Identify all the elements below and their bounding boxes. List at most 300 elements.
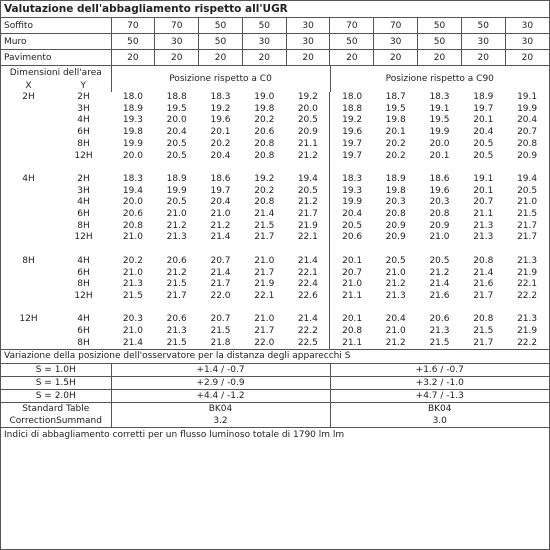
ugr-c0-value: 19.8 xyxy=(254,103,275,114)
ugr-c0-value: 21.2 xyxy=(210,220,231,231)
area-y-value: 12H xyxy=(74,150,93,161)
ugr-c0-value: 21.4 xyxy=(254,209,275,220)
ugr-row xyxy=(1,268,549,280)
ugr-row xyxy=(1,174,549,186)
reflectance-label: Pavimento xyxy=(1,50,111,66)
ugr-c0-value: 21.2 xyxy=(286,151,330,163)
ugr-row xyxy=(1,279,549,291)
area-header xyxy=(1,66,549,92)
ugr-c90-value: 20.4 xyxy=(517,115,538,126)
variation-c90: +4.7 / -1.3 xyxy=(330,390,549,403)
ugr-c0-value: 22.5 xyxy=(286,338,330,350)
standard-table-label: Standard Table xyxy=(1,403,111,415)
ugr-c90-value: 20.1 xyxy=(473,185,494,196)
ugr-c0-value: 21.0 xyxy=(166,209,187,220)
ugr-c0-value: 21.5 xyxy=(122,290,143,301)
ugr-c90-value: 20.1 xyxy=(385,127,406,138)
ugr-c90-value: 20.6 xyxy=(342,232,363,243)
ugr-c90-value: 20.9 xyxy=(385,232,406,243)
ugr-c90-value: 22.2 xyxy=(505,338,549,350)
ugr-c90-value: 20.1 xyxy=(429,150,450,161)
ugr-c0-value: 21.9 xyxy=(286,221,330,233)
ugr-c0-value: 21.3 xyxy=(166,326,187,337)
ugr-c0-value: 22.6 xyxy=(286,291,330,303)
ugr-c90-value: 18.7 xyxy=(385,92,406,102)
ugr-c90-value: 21.5 xyxy=(517,209,538,220)
ugr-row xyxy=(1,186,549,198)
ugr-c90-value: 19.7 xyxy=(473,103,494,114)
ugr-c90-value: 19.8 xyxy=(385,115,406,126)
correction-summand-c0: 3.2 xyxy=(111,415,330,428)
ugr-c90-value: 20.4 xyxy=(385,314,406,325)
ugr-c0-value: 18.0 xyxy=(122,92,143,102)
ugr-c90-value: 20.5 xyxy=(429,255,450,266)
ugr-c90-value: 20.8 xyxy=(473,314,494,325)
area-x-value: 12H xyxy=(19,314,38,325)
ugr-row xyxy=(1,291,549,303)
ugr-c0-value: 21.5 xyxy=(155,338,199,350)
position-c90-label: Posizione rispetto a C90 xyxy=(385,74,494,84)
ugr-c90-value: 19.7 xyxy=(342,138,363,149)
ugr-c0-value: 21.7 xyxy=(166,290,187,301)
ugr-c90-value: 20.8 xyxy=(385,209,406,220)
ugr-c90-value: 19.1 xyxy=(517,92,538,102)
reflectance-value: 50 xyxy=(330,34,374,50)
spacing-label: S = 1.5H xyxy=(1,377,111,390)
ugr-c0-value: 21.0 xyxy=(122,232,143,243)
ugr-c90-value: 20.8 xyxy=(473,255,494,266)
position-c0-label: Posizione rispetto a C0 xyxy=(111,66,330,92)
ugr-c90-value: 20.5 xyxy=(517,185,538,196)
ugr-c90-value: 21.3 xyxy=(385,290,406,301)
ugr-c0-value: 20.5 xyxy=(286,186,330,198)
ugr-c0-value: 22.1 xyxy=(254,290,275,301)
sheet-title: Valutazione dell'abbagliamento rispetto all'UGR xyxy=(1,1,549,18)
ugr-c0-value: 19.2 xyxy=(254,173,275,184)
ugr-c90-value: 20.1 xyxy=(342,314,363,325)
ugr-c0-value: 21.0 xyxy=(122,267,143,278)
standard-table xyxy=(1,403,549,428)
reflectance-value: 50 xyxy=(242,18,286,34)
ugr-c0-value: 19.0 xyxy=(254,92,275,102)
correction-summand-label: CorrectionSummand xyxy=(1,415,111,428)
area-y-value: 8H xyxy=(56,338,111,350)
ugr-values-table xyxy=(1,92,549,350)
area-dimensions-label: Dimensioni dell'area xyxy=(9,67,102,78)
ugr-c90-value: 19.8 xyxy=(385,185,406,196)
ugr-c90-value: 21.4 xyxy=(473,267,494,278)
ugr-c0-value: 21.7 xyxy=(254,326,275,337)
ugr-c0-value: 21.4 xyxy=(210,267,231,278)
ugr-c90-value: 19.6 xyxy=(342,127,363,138)
ugr-c0-value: 20.3 xyxy=(122,314,143,325)
variation-c0: +1.4 / -0.7 xyxy=(111,364,330,377)
ugr-row xyxy=(1,104,549,116)
ugr-c90-value: 20.1 xyxy=(473,115,494,126)
reflectance-value: 20 xyxy=(505,50,549,66)
ugr-row xyxy=(1,314,549,326)
ugr-c0-value: 20.6 xyxy=(166,255,187,266)
reflectance-value: 30 xyxy=(286,34,330,50)
ugr-c0-value: 19.6 xyxy=(210,115,231,126)
reflectance-row xyxy=(1,34,549,50)
variation-c0: +4.4 / -1.2 xyxy=(111,390,330,403)
ugr-c90-value: 20.3 xyxy=(429,197,450,208)
ugr-c90-value: 20.9 xyxy=(517,150,538,161)
ugr-c0-value: 18.9 xyxy=(122,103,143,114)
ugr-c0-value: 20.6 xyxy=(254,127,275,138)
reflectance-value: 20 xyxy=(330,50,374,66)
ugr-c0-value: 20.4 xyxy=(210,150,231,161)
ugr-c0-value: 20.4 xyxy=(210,197,231,208)
ugr-c90-value: 19.6 xyxy=(429,185,450,196)
ugr-c90-value: 18.0 xyxy=(342,92,363,102)
ugr-row xyxy=(1,151,549,163)
reflectance-value: 30 xyxy=(505,34,549,50)
ugr-row xyxy=(1,232,549,244)
ugr-row xyxy=(1,197,549,209)
ugr-c0-value: 21.2 xyxy=(286,197,330,209)
ugr-c90-value: 18.8 xyxy=(342,103,363,114)
ugr-c90-value: 19.4 xyxy=(517,173,538,184)
reflectance-row xyxy=(1,18,549,34)
ugr-c90-value: 19.5 xyxy=(429,115,450,126)
ugr-c90-value: 21.7 xyxy=(517,220,538,231)
reflectance-value: 30 xyxy=(461,34,505,50)
ugr-c0-value: 21.2 xyxy=(166,220,187,231)
ugr-c90-value: 18.9 xyxy=(473,92,494,102)
ugr-c0-value: 19.9 xyxy=(166,185,187,196)
ugr-c0-value: 22.1 xyxy=(286,232,330,244)
reflectance-value: 50 xyxy=(461,18,505,34)
ugr-c0-value: 21.7 xyxy=(210,279,231,290)
ugr-c0-value: 21.9 xyxy=(254,279,275,290)
reflectance-label: Soffito xyxy=(1,18,111,34)
area-y-value: 8H xyxy=(77,279,90,290)
y-label: Y xyxy=(80,80,86,91)
area-y-value: 8H xyxy=(77,138,90,149)
ugr-c90-value: 20.9 xyxy=(429,220,450,231)
ugr-c0-value: 20.6 xyxy=(122,209,143,220)
ugr-c0-value: 20.5 xyxy=(166,138,187,149)
ugr-c90-value: 18.3 xyxy=(429,92,450,102)
ugr-c0-value: 20.7 xyxy=(210,255,231,266)
ugr-c90-value: 21.9 xyxy=(517,267,538,278)
variation-c0: +2.9 / -0.9 xyxy=(111,377,330,390)
ugr-c0-value: 21.4 xyxy=(286,256,330,268)
ugr-row xyxy=(1,92,549,104)
ugr-c90-value: 20.0 xyxy=(429,138,450,149)
ugr-c0-value: 20.5 xyxy=(286,115,330,127)
ugr-c90-value: 21.3 xyxy=(429,326,450,337)
ugr-c90-value: 20.5 xyxy=(473,138,494,149)
ugr-c90-value: 20.8 xyxy=(517,138,538,149)
reflectance-value: 30 xyxy=(374,34,418,50)
ugr-row xyxy=(1,221,549,233)
reflectance-value: 50 xyxy=(111,34,155,50)
ugr-c0-value: 21.3 xyxy=(166,232,187,243)
ugr-c90-value: 21.0 xyxy=(517,197,538,208)
ugr-c0-value: 22.0 xyxy=(210,290,231,301)
variation-row xyxy=(1,390,549,403)
variation-title: Variazione della posizione dell'osservatore per la distanza degli apparecchi S xyxy=(1,350,549,364)
ugr-c90-value: 20.5 xyxy=(342,220,363,231)
ugr-c0-value: 21.3 xyxy=(122,279,143,290)
ugr-c0-value: 22.4 xyxy=(286,279,330,291)
ugr-c90-value: 21.3 xyxy=(473,232,494,243)
ugr-c0-value: 21.7 xyxy=(286,209,330,221)
area-y-value: 2H xyxy=(77,92,90,102)
area-x-value: 8H xyxy=(22,255,35,266)
area-y-value: 6H xyxy=(77,267,90,278)
ugr-c90-value: 21.4 xyxy=(429,279,450,290)
ugr-c0-value: 20.0 xyxy=(286,104,330,116)
reflectance-value: 20 xyxy=(111,50,155,66)
ugr-c90-value: 18.6 xyxy=(429,173,450,184)
ugr-c90-value: 21.7 xyxy=(473,290,494,301)
area-y-value: 6H xyxy=(77,127,90,138)
reflectance-value: 70 xyxy=(155,18,199,34)
ugr-c0-value: 20.0 xyxy=(122,150,143,161)
ugr-c90-value: 19.3 xyxy=(342,185,363,196)
ugr-c0-value: 21.0 xyxy=(122,326,143,337)
ugr-c90-value: 20.7 xyxy=(473,197,494,208)
ugr-c0-value: 19.3 xyxy=(122,115,143,126)
ugr-c0-value: 21.1 xyxy=(286,139,330,151)
area-y-value: 4H xyxy=(77,115,90,126)
reflectance-value: 70 xyxy=(330,18,374,34)
reflectance-value: 30 xyxy=(242,34,286,50)
ugr-c90-value: 20.7 xyxy=(517,127,538,138)
ugr-c0-value: 20.8 xyxy=(254,197,275,208)
ugr-c90-value: 19.1 xyxy=(429,103,450,114)
reflectance-value: 20 xyxy=(418,50,462,66)
ugr-c90-value: 19.5 xyxy=(385,103,406,114)
reflectance-table xyxy=(1,18,549,66)
area-y-value: 3H xyxy=(77,185,90,196)
ugr-c90-value: 20.9 xyxy=(385,220,406,231)
ugr-c90-value: 20.7 xyxy=(342,267,363,278)
ugr-c90-value: 20.4 xyxy=(473,127,494,138)
spacing-label: S = 2.0H xyxy=(1,390,111,403)
ugr-row xyxy=(1,256,549,268)
ugr-c0-value: 20.0 xyxy=(122,197,143,208)
ugr-c0-value: 22.1 xyxy=(286,268,330,280)
reflectance-value: 50 xyxy=(418,18,462,34)
ugr-c90-value: 20.3 xyxy=(385,197,406,208)
ugr-c0-value: 20.0 xyxy=(166,115,187,126)
ugr-c90-value: 21.3 xyxy=(517,255,538,266)
ugr-c90-value: 20.8 xyxy=(429,209,450,220)
reflectance-value: 30 xyxy=(286,18,330,34)
ugr-c90-value: 21.0 xyxy=(342,279,363,290)
ugr-c90-value: 18.3 xyxy=(342,173,363,184)
ugr-c0-value: 21.7 xyxy=(254,267,275,278)
area-y-value: 6H xyxy=(77,326,90,337)
ugr-c0-value: 19.9 xyxy=(122,138,143,149)
ugr-c90-value: 21.5 xyxy=(473,326,494,337)
reflectance-row xyxy=(1,50,549,66)
ugr-c0-value: 20.2 xyxy=(254,115,275,126)
ugr-c90-value: 20.5 xyxy=(385,255,406,266)
ugr-c0-value: 20.9 xyxy=(286,127,330,139)
ugr-c0-value: 21.0 xyxy=(254,255,275,266)
ugr-c90-value: 21.7 xyxy=(517,232,538,243)
ugr-c90-value: 20.6 xyxy=(429,314,450,325)
ugr-row xyxy=(1,326,549,338)
ugr-c90-value: 21.0 xyxy=(429,232,450,243)
ugr-c90-value: 19.2 xyxy=(342,115,363,126)
area-y-value: 12H xyxy=(74,232,93,243)
ugr-c0-value: 20.4 xyxy=(166,127,187,138)
reflectance-value: 20 xyxy=(286,50,330,66)
standard-table-c90: BK04 xyxy=(427,404,452,415)
ugr-c0-value: 20.2 xyxy=(122,255,143,266)
spacer-row xyxy=(1,244,549,256)
ugr-c90-value: 21.5 xyxy=(418,338,462,350)
ugr-c0-value: 21.5 xyxy=(166,279,187,290)
ugr-c0-value: 21.5 xyxy=(210,326,231,337)
ugr-c90-value: 21.9 xyxy=(517,326,538,337)
area-y-value: 3H xyxy=(77,103,90,114)
ugr-row xyxy=(1,139,549,151)
ugr-c0-value: 21.7 xyxy=(254,232,275,243)
area-y-value: 4H xyxy=(77,314,90,325)
reflectance-value: 20 xyxy=(242,50,286,66)
standard-table-c0: BK04 xyxy=(111,403,330,415)
variation-table xyxy=(1,364,549,403)
ugr-row xyxy=(1,209,549,221)
ugr-c90-value: 22.2 xyxy=(517,290,538,301)
area-y-value: 4H xyxy=(77,197,90,208)
ugr-c0-value: 21.4 xyxy=(210,232,231,243)
ugr-c0-value: 20.8 xyxy=(254,150,275,161)
spacer-row xyxy=(1,162,549,174)
ugr-c0-value: 20.5 xyxy=(166,197,187,208)
ugr-c0-value: 20.2 xyxy=(210,138,231,149)
ugr-c0-value: 21.2 xyxy=(166,267,187,278)
ugr-c90-value: 20.5 xyxy=(473,150,494,161)
ugr-row xyxy=(1,127,549,139)
ugr-c0-value: 19.5 xyxy=(166,103,187,114)
variation-row xyxy=(1,364,549,377)
ugr-c0-value: 20.7 xyxy=(210,314,231,325)
reflectance-value: 20 xyxy=(461,50,505,66)
area-y-value: 6H xyxy=(77,209,90,220)
ugr-c90-value: 21.3 xyxy=(473,220,494,231)
ugr-c90-value: 18.9 xyxy=(385,173,406,184)
reflectance-value: 20 xyxy=(199,50,243,66)
ugr-c90-value: 20.8 xyxy=(342,326,363,337)
spacing-label: S = 1.0H xyxy=(1,364,111,377)
ugr-c0-value: 21.5 xyxy=(254,220,275,231)
reflectance-value: 70 xyxy=(111,18,155,34)
ugr-c0-value: 21.8 xyxy=(199,338,243,350)
ugr-c90-value: 21.6 xyxy=(429,290,450,301)
ugr-c0-value: 20.1 xyxy=(210,127,231,138)
reflectance-value: 50 xyxy=(199,18,243,34)
ugr-c90-value: 21.3 xyxy=(517,314,538,325)
ugr-c90-value: 21.2 xyxy=(385,279,406,290)
reflectance-value: 30 xyxy=(505,18,549,34)
ugr-c90-value: 21.2 xyxy=(374,338,418,350)
ugr-c0-value: 18.6 xyxy=(210,173,231,184)
area-y-value: 2H xyxy=(77,173,90,184)
variation-c90: +1.6 / -0.7 xyxy=(330,364,549,377)
ugr-c90-value: 21.1 xyxy=(342,290,363,301)
ugr-c0-value: 20.2 xyxy=(254,185,275,196)
ugr-c0-value: 18.9 xyxy=(166,173,187,184)
reflectance-value: 50 xyxy=(199,34,243,50)
ugr-c0-value: 20.8 xyxy=(122,220,143,231)
ugr-c0-value: 20.8 xyxy=(254,138,275,149)
x-label: X xyxy=(25,80,32,91)
spacer-row xyxy=(1,303,549,315)
area-y-value: 8H xyxy=(77,220,90,231)
ugr-c90-value: 21.0 xyxy=(385,326,406,337)
ugr-c90-value: 20.1 xyxy=(342,255,363,266)
ugr-row xyxy=(1,338,549,350)
ugr-c90-value: 21.7 xyxy=(461,338,505,350)
area-x-value: 4H xyxy=(22,173,35,184)
ugr-c0-value: 19.2 xyxy=(286,92,330,104)
ugr-c90-value: 19.1 xyxy=(473,173,494,184)
ugr-c90-value: 19.9 xyxy=(429,127,450,138)
ugr-c0-value: 20.5 xyxy=(166,150,187,161)
ugr-c0-value: 19.4 xyxy=(286,174,330,186)
ugr-c0-value: 18.3 xyxy=(210,92,231,102)
ugr-row xyxy=(1,115,549,127)
ugr-c0-value: 22.2 xyxy=(286,326,330,338)
ugr-c90-value: 20.2 xyxy=(385,138,406,149)
correction-summand-c90: 3.0 xyxy=(330,415,549,428)
ugr-c90-value: 20.2 xyxy=(385,150,406,161)
ugr-c90-value: 21.6 xyxy=(473,279,494,290)
ugr-c90-value: 19.7 xyxy=(342,150,363,161)
ugr-c0-value: 21.0 xyxy=(210,209,231,220)
ugr-c90-value: 21.2 xyxy=(429,267,450,278)
reflectance-value: 70 xyxy=(374,18,418,34)
ugr-c0-value: 21.4 xyxy=(111,338,155,350)
reflectance-value: 20 xyxy=(374,50,418,66)
reflectance-value: 50 xyxy=(418,34,462,50)
ugr-c0-value: 21.0 xyxy=(254,314,275,325)
ugr-c90-value: 19.9 xyxy=(342,197,363,208)
area-x-value: 2H xyxy=(22,92,35,102)
variation-row xyxy=(1,377,549,390)
ugr-c0-value: 18.8 xyxy=(166,92,187,102)
ugr-c0-value: 22.0 xyxy=(242,338,286,350)
ugr-c0-value: 19.4 xyxy=(122,185,143,196)
reflectance-label: Muro xyxy=(1,34,111,50)
ugr-c90-value: 20.4 xyxy=(342,209,363,220)
ugr-c0-value: 19.8 xyxy=(122,127,143,138)
ugr-c90-value: 21.1 xyxy=(473,209,494,220)
area-y-value: 4H xyxy=(77,255,90,266)
ugr-c90-value: 21.1 xyxy=(330,338,374,350)
reflectance-value: 20 xyxy=(155,50,199,66)
ugr-c0-value: 19.7 xyxy=(210,185,231,196)
ugr-c0-value: 20.6 xyxy=(166,314,187,325)
footnote: Indici di abbagliamento corretti per un flusso luminoso totale di 1790 lm lm xyxy=(4,430,345,441)
ugr-c0-value: 19.2 xyxy=(210,103,231,114)
ugr-c90-value: 21.0 xyxy=(385,267,406,278)
ugr-c0-value: 18.3 xyxy=(122,173,143,184)
ugr-c90-value: 22.1 xyxy=(517,279,538,290)
area-y-value: 12H xyxy=(74,290,93,301)
ugr-c90-value: 19.9 xyxy=(517,103,538,114)
variation-c90: +3.2 / -1.0 xyxy=(330,377,549,390)
